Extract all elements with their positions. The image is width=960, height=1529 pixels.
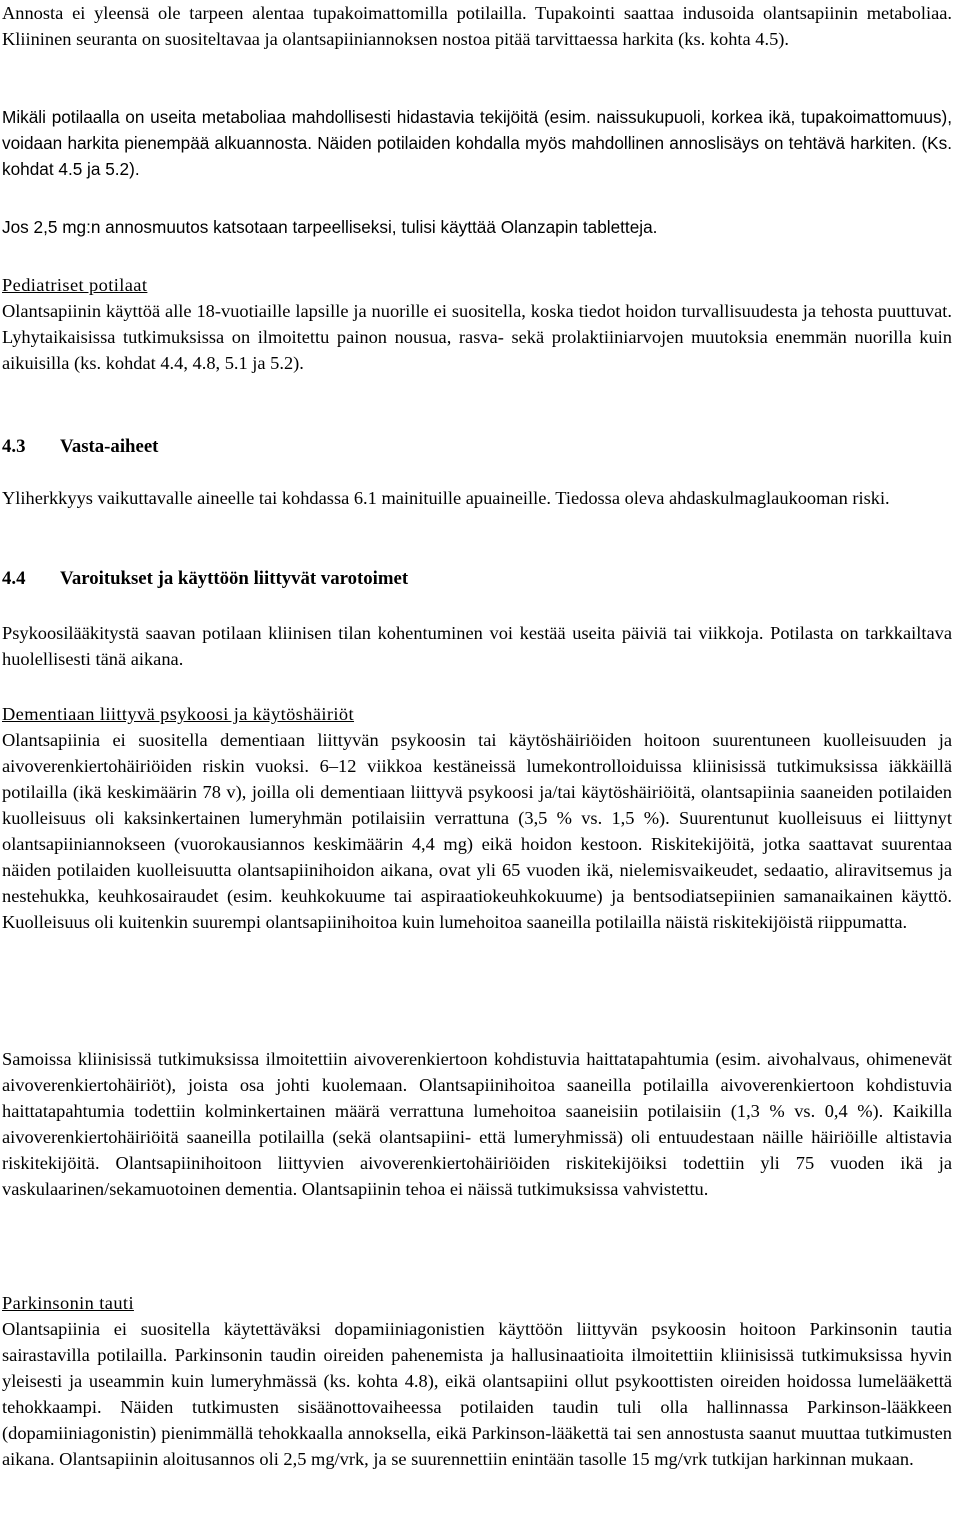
paragraph-smoking: Annosta ei yleensä ole tarpeen alentaa tupakoimattomilla potilailla. Tupakointi saattaa indusoida olantsapiinin metaboliaa. Kliininen seuranta on suositeltavaa ja olantsapiiniannoksen nostoa pitää tarvittaessa harkita (ks. kohta 4.5). xyxy=(2,3,952,49)
paragraph-cerebrovascular: Samoissa kliinisissä tutkimuksissa ilmoitettiin aivoverenkiertoon kohdistuvia haittatapahtumia (esim. aivohalvaus, ohimenevät aivoverenkiertohäiriöt), joista osa johti kuolemaan. Olantsapiinihoitoa saaneilla potilailla aivoverenkiertoon kohdistuvia haittatapahtumia todettiin kolminkertainen määrä verrattuna lumehoitoa saaneisiin potilaisiin (1,3 % vs. 0,4 %). Kaikilla aivoverenkiertohäiriöitä saaneilla potilailla (sekä olantsapiini- että lumeryhmissä) oli entuudestaan näille häiriöille altistavia riskitekijöitä. Olantsapiinihoitoon liittyvien aivoverenkiertohäiriöiden riskitekijöiksi todettiin yli 75 vuoden ikä ja vaskulaarinen/sekamuotoinen dementia. Olantsapiinin tehoa ei näissä tutkimuksissa vahvistettu. xyxy=(2,1049,952,1199)
subheading-pediatric: Pediatriset potilaat xyxy=(2,275,148,295)
section-title: Vasta-aiheet xyxy=(60,436,159,457)
section-number: 4.4 xyxy=(2,568,26,589)
paragraph-dementia: Olantsapiinia ei suositella dementiaan liittyvän psykoosin tai käytöshäiriöiden hoitoon suurentuneen kuolleisuuden ja aivoverenkiertohäiriöiden riskin vuoksi. 6–12 viikkoa kestäneissä lumekontrolloiduissa kliinisissä tutkimuksissa iäkkäillä potilailla (ikä keskimäärin 78 v), joilla oli dementiaan liittyvä psykoosi ja/tai käytöshäiriöitä, olantsapiinia saaneiden potilaiden kuolleisuus oli kaksinkertainen lumeryhmän potilaisiin verrattuna (3,5 % vs. 1,5 %). Suurentunut kuolleisuus ei liittynyt olantsapiiniannokseen (vuorokausiannos keskimäärin 4,4 mg) eikä hoidon kestoon. Riskitekijöitä, jotka saattavat suurentaa näiden potilaiden kuolleisuutta olantsapiinihoidon aikana, ovat yli 65 vuoden ikä, nielemisvaikeudet, sedaatio, aliravitsemus ja nestehukka, keuhkosairaudet (esim. keuhkokuume tai aspiraatiokeuhkokuume) ja bentsodiatsepiinien samanaikainen käyttö. Kuolleisuus oli kuitenkin suurempi olantsapiinihoitoa kuin lumehoitoa saaneilla potilailla näistä riskitekijöistä riippumatta. xyxy=(2,730,952,932)
paragraph-warnings: Psykoosilääkitystä saavan potilaan kliinisen tilan kohentuminen voi kestää useita päiviä tai viikkoja. Potilasta on tarkkailtava huolellisesti tänä aikana. xyxy=(2,623,952,669)
subheading-parkinson: Parkinsonin tauti xyxy=(2,1293,134,1313)
section-heading-4-4 xyxy=(2,566,408,592)
paragraph-dose-change: Jos 2,5 mg:n annosmuutos katsotaan tarpeelliseksi, tulisi käyttää Olanzapin tabletteja. xyxy=(2,217,658,237)
section-title: Varoitukset ja käyttöön liittyvät varotoimet xyxy=(60,568,409,589)
paragraph-pediatric: Olantsapiinin käyttöä alle 18-vuotiaille lapsille ja nuorille ei suositella, koska tiedot hoidon turvallisuudesta ja tehosta puuttuvat. Lyhytaikaisissa tutkimuksissa on ilmoitettu painon nousua, rasva- sekä prolaktiiniarvojen muutoksia enemmän nuorilla kuin aikuisilla (ks. kohdat 4.4, 4.8, 5.1 ja 5.2). xyxy=(2,301,952,373)
paragraph-parkinson: Olantsapiinia ei suositella käytettäväksi dopamiiniagonistien käyttöön liittyvän psykoosin hoitoon Parkinsonin tautia sairastavilla potilailla. Parkinsonin taudin oireiden pahenemista ja hallusinaatioita ilmoitettiin kliinisissä tutkimuksissa hyvin yleisesti ja useammin kuin lumeryhmässä (ks. kohta 4.8), eikä olantsapiini ollut psykoottisten oireiden hoidossa lumelääkettä tehokkaampi. Näiden tutkimusten sisäänottovaiheessa potilaiden taudin tuli olla hallinnassa Parkinson-lääkkeen (dopamiiniagonistin) pienimmällä tehokkaalla annoksella, eikä Parkinson-lääkettä tai sen annostusta saanut muuttaa tutkimusten aikana. Olantsapiinin aloitusannos oli 2,5 mg/vrk, ja se suurennettiin enintään tasolle 15 mg/vrk tutkijan harkinnan mukaan. xyxy=(2,1319,952,1469)
paragraph-contraindications: Yliherkkyys vaikuttavalle aineelle tai kohdassa 6.1 mainituille apuaineille. Tiedossa oleva ahdaskulmaglaukooman riski. xyxy=(2,488,890,508)
subheading-dementia: Dementiaan liittyvä psykoosi ja käytöshäiriöt xyxy=(2,704,355,724)
paragraph-metabolism-factors: Mikäli potilaalla on useita metaboliaa mahdollisesti hidastavia tekijöitä (esim. naissukupuoli, korkea ikä, tupakoimattomuus), voidaan harkita pienempää alkuannosta. Näiden potilaiden kohdalla myös mahdollinen annoslisäys on tehtävä harkiten. (Ks. kohdat 4.5 ja 5.2). xyxy=(2,107,952,179)
section-heading-4-3 xyxy=(2,434,158,460)
section-number: 4.3 xyxy=(2,436,26,457)
